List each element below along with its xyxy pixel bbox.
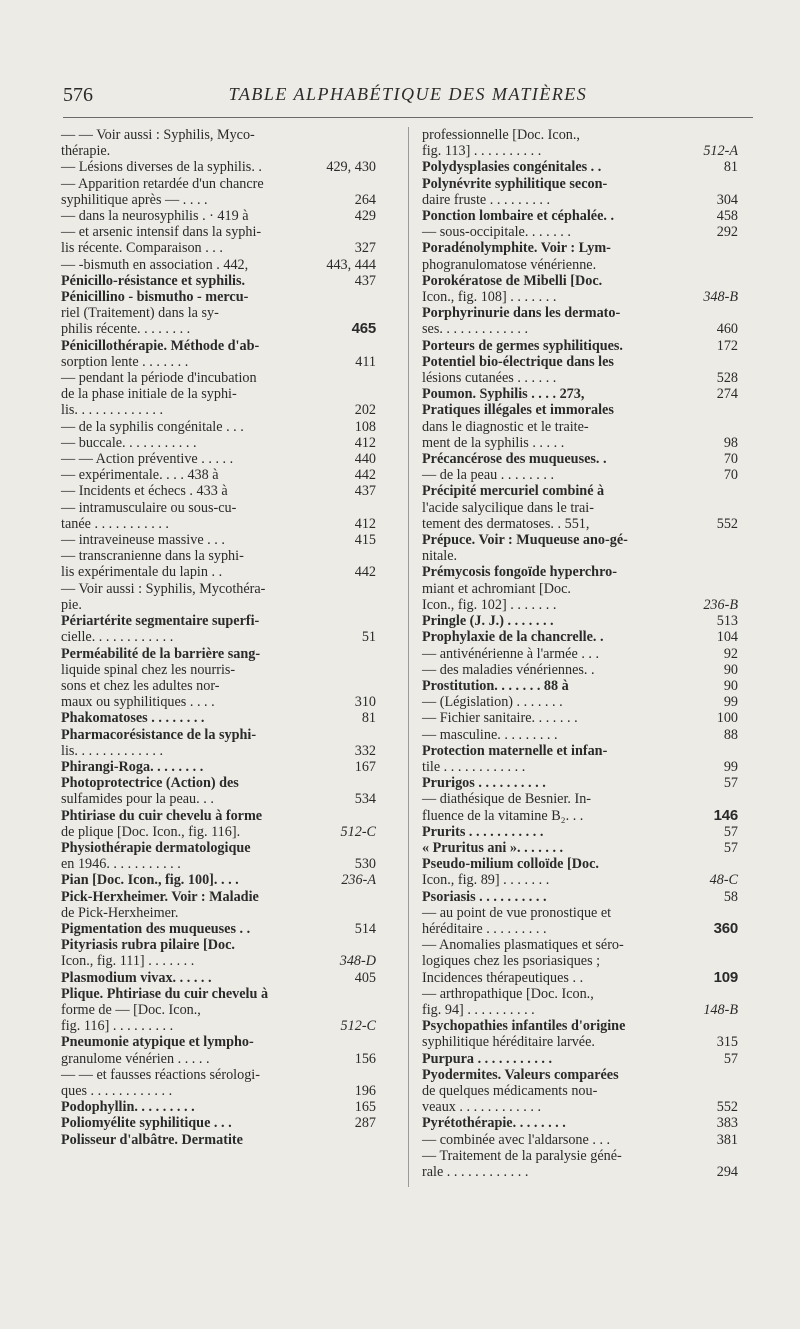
index-entry xyxy=(422,159,738,175)
index-entry xyxy=(61,759,376,775)
left-column xyxy=(61,127,376,1148)
entry-page-ref: 412 xyxy=(354,434,376,451)
index-entry xyxy=(422,386,738,402)
index-entry xyxy=(61,775,376,807)
entry-term: Périartérite segmentaire superfi- xyxy=(61,613,260,630)
entry-term: — combinée avec l'aldarsone . . . xyxy=(422,1131,611,1148)
entry-page-ref: 287 xyxy=(354,1115,376,1132)
entry-page-ref: 360 xyxy=(713,919,738,937)
entry-term: — intramusculaire ou sous-cu- xyxy=(61,499,237,516)
entry-term: Protection maternelle et infan- xyxy=(422,742,608,759)
entry-page-ref: 348-D xyxy=(339,953,376,970)
entry-term: Poradénolymphite. Voir : Lym- xyxy=(422,240,611,257)
index-entry xyxy=(61,208,376,224)
index-entry xyxy=(422,564,738,613)
entry-page-ref: 88 xyxy=(723,726,738,743)
entry-term: — arthropathique [Doc. Icon., xyxy=(422,985,594,1002)
index-entry xyxy=(422,1051,738,1067)
entry-term: — sous-occipitale. . . . . . . xyxy=(422,224,571,241)
running-title: TABLE ALPHABÉTIQUE DES MATIÈRES xyxy=(228,84,588,104)
entry-continuation: lis expérimentale du lapin . . xyxy=(61,564,223,581)
entry-page-ref: 90 xyxy=(723,661,738,678)
entry-term: Pyodermites. Valeurs comparées xyxy=(422,1066,619,1083)
entry-page-ref: 109 xyxy=(713,968,738,986)
entry-continuation: lésions cutanées . . . . . . xyxy=(422,370,557,387)
entry-term: Porteurs de germes syphilitiques. xyxy=(422,337,623,354)
entry-page-ref: 405 xyxy=(354,969,376,986)
entry-continuation: tement des dermatoses. . 551, xyxy=(422,515,590,532)
entry-term: — Voir aussi : Syphilis, Mycothéra- xyxy=(61,580,266,597)
index-entry xyxy=(61,1115,376,1131)
index-entry xyxy=(61,840,376,872)
entry-page-ref: 70 xyxy=(723,467,738,484)
entry-page-ref: 156 xyxy=(354,1050,376,1067)
entry-term: Polydysplasies congénitales . . xyxy=(422,159,602,176)
index-entry xyxy=(61,338,376,370)
entry-continuation: fig. 113] . . . . . . . . . . xyxy=(422,143,542,160)
entry-term: Pian [Doc. Icon., fig. 100]. . . . xyxy=(61,872,239,889)
index-entry xyxy=(422,208,738,224)
entry-term: — Lésions diverses de la syphilis. . xyxy=(61,159,262,176)
entry-term: Poumon. Syphilis . . . . 273, xyxy=(422,386,585,403)
entry-continuation: phogranulomatose vénérienne. xyxy=(422,256,597,273)
entry-continuation: rale . . . . . . . . . . . . xyxy=(422,1164,529,1180)
index-entry xyxy=(422,710,738,726)
entry-term: Polisseur d'albâtre. Dermatite xyxy=(61,1131,243,1148)
entry-page-ref: 98 xyxy=(723,434,738,451)
entry-page-ref: 465 xyxy=(351,320,376,338)
entry-page-ref: 81 xyxy=(723,159,738,176)
entry-term: Pénicillothérapie. Méthode d'ab- xyxy=(61,337,260,354)
entry-term: — Apparition retardée d'un chancre xyxy=(61,175,264,192)
entry-continuation: veaux . . . . . . . . . . . . xyxy=(422,1099,542,1116)
entry-page-ref: 292 xyxy=(716,224,738,241)
entry-continuation: maux ou syphilitiques . . . . xyxy=(61,694,215,711)
index-entry xyxy=(61,435,376,451)
index-entry xyxy=(61,970,376,986)
entry-page-ref: 99 xyxy=(723,758,738,775)
index-entry xyxy=(422,483,738,532)
entry-continuation: en 1946. . . . . . . . . . . xyxy=(61,856,181,873)
index-entry xyxy=(422,176,738,208)
entry-page-ref: 196 xyxy=(354,1082,376,1099)
entry-term: — dans la neurosyphilis . · 419 à xyxy=(61,208,249,225)
entry-term: — diathésique de Besnier. In- xyxy=(422,791,592,808)
entry-term: Porphyrinurie dans les dermato- xyxy=(422,305,621,322)
entry-term: — (Législation) . . . . . . . xyxy=(422,694,563,711)
entry-term: Pratiques illégales et immorales xyxy=(422,402,614,419)
index-entry xyxy=(61,581,376,613)
entry-continuation: ques . . . . . . . . . . . . xyxy=(61,1082,173,1099)
entry-term: Prurits . . . . . . . . . . . xyxy=(422,823,544,840)
index-entry xyxy=(61,727,376,759)
entry-page-ref: 92 xyxy=(723,645,738,662)
entry-continuation: fig. 116] . . . . . . . . . xyxy=(61,1018,174,1035)
index-entry xyxy=(61,419,376,435)
entry-term: Prophylaxie de la chancrelle. . xyxy=(422,629,604,646)
index-entry xyxy=(61,986,376,1035)
entry-page-ref: 512-C xyxy=(340,1018,376,1035)
entry-page-ref: 304 xyxy=(716,191,738,208)
index-entry xyxy=(61,500,376,532)
entry-page-ref: 294 xyxy=(716,1164,738,1180)
entry-term: Pseudo-milium colloïde [Doc. xyxy=(422,856,599,873)
entry-term: Prostitution. . . . . . . 88 à xyxy=(422,677,569,694)
index-entry xyxy=(61,483,376,499)
right-column xyxy=(422,127,738,1180)
entry-page-ref: 442 xyxy=(354,564,376,581)
entry-page-ref: 443, 444 xyxy=(326,256,376,273)
entry-page-ref: 264 xyxy=(354,191,376,208)
entry-term: — pendant la période d'incubation xyxy=(61,370,257,387)
entry-term: Phakomatoses . . . . . . . . xyxy=(61,710,205,727)
index-entry xyxy=(61,224,376,256)
entry-page-ref: 146 xyxy=(713,806,738,824)
index-entry xyxy=(61,257,376,273)
entry-continuation: syphilitique héréditaire larvée. xyxy=(422,1034,595,1051)
entry-continuation: forme de — [Doc. Icon., xyxy=(61,1001,201,1018)
index-entry xyxy=(61,710,376,726)
entry-page-ref: 514 xyxy=(354,920,376,937)
index-entry xyxy=(61,467,376,483)
entry-page-ref: 415 xyxy=(354,532,376,549)
entry-continuation: de la phase initiale de la syphi- xyxy=(61,386,237,403)
entry-page-ref: 327 xyxy=(354,240,376,257)
entry-continuation: dans le diagnostic et le traite- xyxy=(422,418,589,435)
entry-continuation: fluence de la vitamine B₂. . . xyxy=(422,807,584,824)
entry-page-ref: 202 xyxy=(354,402,376,419)
entry-page-ref: 534 xyxy=(354,791,376,808)
entry-continuation: Icon., fig. 89] . . . . . . . xyxy=(422,872,550,889)
entry-continuation: cielle. . . . . . . . . . . . xyxy=(61,629,174,646)
entry-term: — — Voir aussi : Syphilis, Myco- xyxy=(61,127,255,143)
entry-page-ref: 332 xyxy=(354,742,376,759)
index-entry xyxy=(422,694,738,710)
page-header xyxy=(63,84,753,112)
index-entry xyxy=(61,548,376,580)
index-entry xyxy=(61,289,376,338)
entry-continuation: Icon., fig. 108] . . . . . . . xyxy=(422,289,557,306)
index-entry xyxy=(422,937,738,986)
entry-page-ref: 513 xyxy=(716,613,738,630)
index-entry xyxy=(422,240,738,272)
entry-continuation: l'acide salycilique dans le trai- xyxy=(422,499,594,516)
index-entry xyxy=(61,937,376,969)
entry-continuation: ment de la syphilis . . . . . xyxy=(422,434,565,451)
entry-term: — intraveineuse massive . . . xyxy=(61,532,225,549)
entry-term: — -bismuth en association . 442, xyxy=(61,256,249,273)
entry-continuation: philis récente. . . . . . . . xyxy=(61,321,191,338)
entry-term: — Fichier sanitaire. . . . . . . xyxy=(422,710,578,727)
index-entry xyxy=(422,613,738,629)
entry-page-ref: 100 xyxy=(716,710,738,727)
index-entry xyxy=(422,1148,738,1180)
column-separator xyxy=(408,127,409,1187)
entry-continuation: pie. xyxy=(61,596,82,613)
index-entry xyxy=(422,662,738,678)
entry-page-ref: 236-B xyxy=(703,596,738,613)
entry-page-ref: 57 xyxy=(723,1050,738,1067)
entry-page-ref: 411 xyxy=(355,353,376,370)
entry-continuation: thérapie. xyxy=(61,143,111,160)
header-rule xyxy=(63,117,753,118)
entry-term: Potentiel bio-électrique dans les xyxy=(422,353,614,370)
index-entry xyxy=(422,354,738,386)
entry-page-ref: 274 xyxy=(716,386,738,403)
entry-page-ref: 167 xyxy=(354,758,376,775)
index-entry xyxy=(422,840,738,856)
entry-term: — — Action préventive . . . . . xyxy=(61,451,234,468)
index-entry xyxy=(422,273,738,305)
index-entry xyxy=(422,224,738,240)
entry-page-ref: 172 xyxy=(716,337,738,354)
entry-term: — des maladies vénériennes. . xyxy=(422,661,595,678)
entry-page-ref: 70 xyxy=(723,451,738,468)
entry-term: — Incidents et échecs . 433 à xyxy=(61,483,228,500)
entry-term: « Pruritus ani ». . . . . . . xyxy=(422,839,564,856)
entry-term: Psychopathies infantiles d'origine xyxy=(422,1018,626,1035)
entry-page-ref: 552 xyxy=(716,1099,738,1116)
entry-continuation: lis. . . . . . . . . . . . . xyxy=(61,402,164,419)
index-entry xyxy=(422,856,738,888)
entry-continuation: sons et chez les adultes nor- xyxy=(61,677,220,694)
entry-continuation: lis récente. Comparaison . . . xyxy=(61,240,223,257)
entry-page-ref: 528 xyxy=(716,370,738,387)
entry-page-ref: 58 xyxy=(723,888,738,905)
index-entry xyxy=(61,370,376,419)
entry-continuation: Icon., fig. 111] . . . . . . . xyxy=(61,953,195,970)
entry-term: Plique. Phtiriase du cuir chevelu à xyxy=(61,985,269,1002)
entry-term: Polynévrite syphilitique secon- xyxy=(422,175,608,192)
entry-page-ref: 440 xyxy=(354,451,376,468)
entry-term: Pyrétothérapie. . . . . . . . xyxy=(422,1115,566,1132)
entry-term: — buccale. . . . . . . . . . . xyxy=(61,434,197,451)
entry-term: Photoprotectrice (Action) des xyxy=(61,775,239,792)
index-entry xyxy=(61,451,376,467)
index-entry xyxy=(422,629,738,645)
index-entry xyxy=(61,889,376,921)
entry-continuation: héréditaire . . . . . . . . . xyxy=(422,920,547,937)
entry-page-ref: 51 xyxy=(361,629,376,646)
entry-continuation: nitale. xyxy=(422,548,458,565)
entry-continuation: Icon., fig. 102] . . . . . . . xyxy=(422,596,557,613)
index-entry xyxy=(61,646,376,711)
entry-term: — transcranienne dans la syphi- xyxy=(61,548,244,565)
entry-term: Podophyllin. . . . . . . . . xyxy=(61,1099,195,1116)
entry-page-ref: 90 xyxy=(723,677,738,694)
index-entry xyxy=(61,1132,376,1148)
index-entry xyxy=(422,824,738,840)
entry-page-ref: 148-B xyxy=(703,1001,738,1018)
index-entry xyxy=(422,646,738,662)
page-number: 576 xyxy=(63,84,93,106)
entry-term: — de la peau . . . . . . . . xyxy=(422,467,554,484)
entry-term: Prépuce. Voir : Muqueuse ano-gé- xyxy=(422,532,628,549)
entry-continuation: sulfamides pour la peau. . . xyxy=(61,791,214,808)
index-entry xyxy=(61,176,376,208)
entry-page-ref: 458 xyxy=(716,208,738,225)
index-entry xyxy=(61,273,376,289)
entry-page-ref: 48-C xyxy=(709,872,738,889)
entry-continuation: de Pick-Herxheimer. xyxy=(61,904,179,921)
entry-term: Pringle (J. J.) . . . . . . . xyxy=(422,613,554,630)
entry-page-ref: 57 xyxy=(723,823,738,840)
entry-term: Pénicillino - bismutho - mercu- xyxy=(61,289,249,306)
entry-term: — antivénérienne à l'armée . . . xyxy=(422,645,600,662)
entry-continuation: de quelques médicaments nou- xyxy=(422,1082,598,1099)
index-entry xyxy=(61,921,376,937)
index-entry xyxy=(422,127,738,159)
entry-term: — et arsenic intensif dans la syphi- xyxy=(61,224,262,241)
index-entry xyxy=(61,532,376,548)
index-entry xyxy=(422,338,738,354)
entry-page-ref: 348-B xyxy=(703,289,738,306)
entry-continuation: de plique [Doc. Icon., fig. 116]. xyxy=(61,823,241,840)
entry-continuation: liquide spinal chez les nourris- xyxy=(61,661,236,678)
index-entry xyxy=(422,743,738,775)
entry-term: Perméabilité de la barrière sang- xyxy=(61,645,261,662)
entry-continuation: logiques chez les psoriasiques ; xyxy=(422,953,601,970)
entry-page-ref: 108 xyxy=(354,418,376,435)
entry-term: Précipité mercuriel combiné à xyxy=(422,483,605,500)
entry-page-ref: 552 xyxy=(716,515,738,532)
entry-term: — expérimentale. . . . 438 à xyxy=(61,467,219,484)
index-entry xyxy=(61,1099,376,1115)
entry-page-ref: 460 xyxy=(716,321,738,338)
entry-term: Poliomyélite syphilitique . . . xyxy=(61,1115,232,1132)
entry-term: Pneumonie atypique et lympho- xyxy=(61,1034,254,1051)
entry-page-ref: 104 xyxy=(716,629,738,646)
entry-page-ref: 315 xyxy=(716,1034,738,1051)
entry-term: Pityriasis rubra pilaire [Doc. xyxy=(61,937,235,954)
entry-page-ref: 512-C xyxy=(340,823,376,840)
index-entry xyxy=(422,1018,738,1050)
index-entry xyxy=(61,159,376,175)
entry-continuation: ses. . . . . . . . . . . . . xyxy=(422,321,529,338)
entry-page-ref: 236-A xyxy=(341,872,376,889)
entry-term: Psoriasis . . . . . . . . . . xyxy=(422,888,547,905)
entry-page-ref: 429, 430 xyxy=(326,159,376,176)
entry-continuation: riel (Traitement) dans la sy- xyxy=(61,305,219,322)
entry-continuation: miant et achromiant [Doc. xyxy=(422,580,571,597)
index-entry xyxy=(422,775,738,791)
index-entry xyxy=(422,986,738,1018)
index-entry xyxy=(422,1067,738,1116)
index-entry xyxy=(422,467,738,483)
index-entry xyxy=(422,532,738,564)
entry-continuation: daire fruste . . . . . . . . . xyxy=(422,191,551,208)
index-entry xyxy=(422,1115,738,1131)
entry-page-ref: 99 xyxy=(723,694,738,711)
entry-term: Porokératose de Mibelli [Doc. xyxy=(422,272,603,289)
index-entry xyxy=(61,613,376,645)
entry-term: Prémycosis fongoïde hyperchro- xyxy=(422,564,617,581)
entry-term: Ponction lombaire et céphalée. . xyxy=(422,208,615,225)
entry-page-ref: 412 xyxy=(354,515,376,532)
entry-page-ref: 437 xyxy=(354,272,376,289)
entry-page-ref: 165 xyxy=(354,1099,376,1116)
entry-page-ref: 530 xyxy=(354,856,376,873)
entry-page-ref: 437 xyxy=(354,483,376,500)
entry-term: Pigmentation des muqueuses . . xyxy=(61,920,251,937)
entry-term: Purpura . . . . . . . . . . . xyxy=(422,1050,553,1067)
entry-page-ref: 310 xyxy=(354,694,376,711)
index-entry xyxy=(422,905,738,937)
entry-continuation: tile . . . . . . . . . . . . xyxy=(422,758,526,775)
entry-continuation: syphilitique après — . . . . xyxy=(61,191,208,208)
index-entry xyxy=(61,127,376,159)
entry-page-ref: 429 xyxy=(354,208,376,225)
entry-term: Phtiriase du cuir chevelu à forme xyxy=(61,807,263,824)
index-entry xyxy=(422,1132,738,1148)
entry-page-ref: 81 xyxy=(361,710,376,727)
entry-term: Précancérose des muqueuses. . xyxy=(422,451,607,468)
entry-continuation: tanée . . . . . . . . . . . xyxy=(61,515,169,532)
entry-term: Pick-Herxheimer. Voir : Maladie xyxy=(61,888,259,905)
entry-term: professionnelle [Doc. Icon., xyxy=(422,127,580,143)
entry-continuation: Incidences thérapeutiques . . xyxy=(422,969,584,986)
index-entry xyxy=(422,451,738,467)
entry-page-ref: 512-A xyxy=(703,143,738,160)
entry-continuation: fig. 94] . . . . . . . . . . xyxy=(422,1001,535,1018)
entry-page-ref: 381 xyxy=(716,1131,738,1148)
entry-term: — Traitement de la paralysie géné- xyxy=(422,1147,622,1164)
entry-page-ref: 442 xyxy=(354,467,376,484)
entry-page-ref: 383 xyxy=(716,1115,738,1132)
index-entry xyxy=(422,305,738,337)
index-entry xyxy=(422,678,738,694)
entry-term: Prurigos . . . . . . . . . . xyxy=(422,775,546,792)
index-entry xyxy=(61,1034,376,1066)
index-entry xyxy=(422,727,738,743)
index-entry xyxy=(422,402,738,451)
entry-page-ref: 57 xyxy=(723,775,738,792)
index-entry xyxy=(61,1067,376,1099)
entry-continuation: granulome vénérien . . . . . xyxy=(61,1050,210,1067)
index-entry xyxy=(422,889,738,905)
entry-term: — masculine. . . . . . . . . xyxy=(422,726,558,743)
entry-term: Plasmodium vivax. . . . . . xyxy=(61,969,212,986)
entry-term: Pharmacorésistance de la syphi- xyxy=(61,726,257,743)
entry-term: Phirangi-Roga. . . . . . . . xyxy=(61,758,204,775)
index-entry xyxy=(61,808,376,840)
entry-term: — au point de vue pronostique et xyxy=(422,904,612,921)
entry-term: — Anomalies plasmatiques et séro- xyxy=(422,937,624,954)
entry-term: Pénicillo-résistance et syphilis. xyxy=(61,272,246,289)
entry-term: — de la syphilis congénitale . . . xyxy=(61,418,244,435)
index-entry xyxy=(422,791,738,823)
index-entry xyxy=(61,872,376,888)
entry-page-ref: 57 xyxy=(723,839,738,856)
entry-continuation: lis. . . . . . . . . . . . . xyxy=(61,742,164,759)
entry-continuation: sorption lente . . . . . . . xyxy=(61,353,189,370)
entry-term: — — et fausses réactions sérologi- xyxy=(61,1066,260,1083)
entry-term: Physiothérapie dermatologique xyxy=(61,839,251,856)
